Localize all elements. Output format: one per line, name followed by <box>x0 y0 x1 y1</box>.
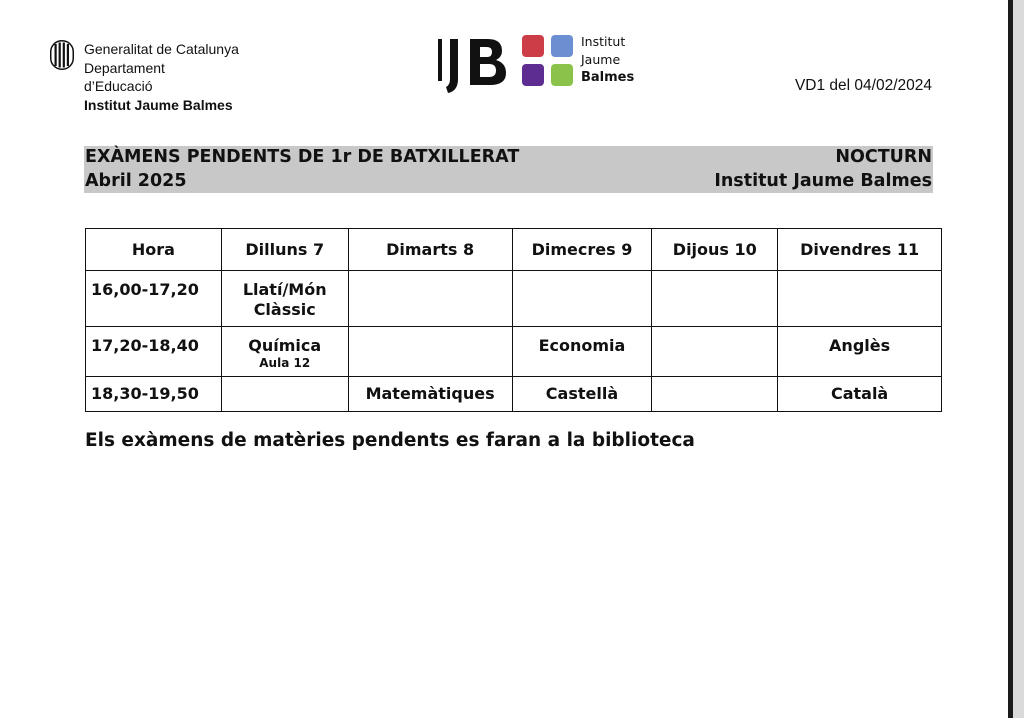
column-header: Hora <box>86 229 222 271</box>
ijb-name-line: Institut <box>581 34 626 49</box>
column-header: Dilluns 7 <box>221 229 348 271</box>
column-header: Dijous 10 <box>652 229 778 271</box>
ijb-color-squares <box>522 35 573 86</box>
title-row-1 <box>84 146 933 170</box>
generalitat-emblem-icon <box>50 40 74 70</box>
ijb-square-blue <box>551 35 573 57</box>
exam-cell <box>652 271 778 327</box>
table-row <box>86 377 942 412</box>
exam-subject: Química <box>248 336 322 355</box>
generalitat-text <box>84 40 239 114</box>
exam-cell <box>348 271 512 327</box>
exam-subject <box>222 377 348 384</box>
exam-cell <box>778 271 942 327</box>
exam-subject <box>349 271 512 280</box>
exam-schedule-table <box>85 228 942 412</box>
exam-cell <box>652 327 778 377</box>
exam-subject: Català <box>830 384 889 403</box>
exam-subject: Anglès <box>829 336 891 355</box>
exam-cell <box>512 271 652 327</box>
gencat-line: Generalitat de Catalunya <box>84 41 239 57</box>
document-title: EXÀMENS PENDENTS DE 1r DE BATXILLERAT <box>85 147 520 167</box>
time-slot: 18,30-19,50 <box>91 384 199 403</box>
ijb-square-green <box>551 64 573 86</box>
exam-subject: Llatí/Món Clàssic <box>242 280 327 319</box>
exam-subject: Matemàtiques <box>365 384 495 403</box>
exam-subject: Economia <box>538 336 626 355</box>
exam-cell <box>348 327 512 377</box>
table-row <box>86 271 942 327</box>
exam-subject <box>652 377 777 384</box>
exam-cell <box>512 377 652 412</box>
generalitat-header <box>50 40 239 114</box>
shift-label: NOCTURN <box>835 147 932 167</box>
ijb-square-red <box>522 35 544 57</box>
exam-room: Aula 12 <box>259 356 311 370</box>
time-slot: 17,20-18,40 <box>91 336 199 355</box>
table-header-row <box>86 229 942 271</box>
gencat-line: d’Educació <box>84 78 153 94</box>
gencat-school-name: Institut Jaume Balmes <box>84 96 233 113</box>
exam-subject <box>652 327 777 336</box>
exam-cell <box>221 377 348 412</box>
exam-cell <box>221 271 348 327</box>
column-header: Dimarts 8 <box>348 229 512 271</box>
time-slot-cell <box>86 327 222 377</box>
title-row-2 <box>84 170 933 194</box>
school-name: Institut Jaume Balmes <box>714 170 932 191</box>
ijb-logo <box>436 33 634 95</box>
exam-cell <box>348 377 512 412</box>
time-slot-cell <box>86 271 222 327</box>
location-note: Els exàmens de matèries pendents es faran a la biblioteca <box>85 430 695 451</box>
exam-subject <box>652 271 777 280</box>
ijb-logo-mark-icon <box>436 33 516 95</box>
column-header: Divendres 11 <box>778 229 942 271</box>
ijb-name-line: Balmes <box>581 70 635 85</box>
exam-subject: Castellà <box>545 384 619 403</box>
exam-cell <box>652 377 778 412</box>
ijb-square-purple <box>522 64 544 86</box>
exam-cell <box>778 377 942 412</box>
title-band <box>84 146 933 193</box>
time-slot-cell <box>86 377 222 412</box>
exam-cell <box>221 327 348 377</box>
document-version: VD1 del 04/02/2024 <box>794 77 932 94</box>
ijb-name-line: Jaume <box>581 52 621 67</box>
exam-period: Abril 2025 <box>85 170 187 191</box>
window-edge <box>1008 0 1024 718</box>
exam-subject <box>349 327 512 336</box>
time-slot: 16,00-17,20 <box>91 280 199 299</box>
table-row <box>86 327 942 377</box>
gencat-line: Departament <box>84 59 165 76</box>
ijb-logo-name <box>581 33 634 87</box>
exam-cell <box>512 327 652 377</box>
exam-subject <box>778 271 941 280</box>
exam-subject <box>513 271 652 280</box>
exam-cell <box>778 327 942 377</box>
column-header: Dimecres 9 <box>512 229 652 271</box>
